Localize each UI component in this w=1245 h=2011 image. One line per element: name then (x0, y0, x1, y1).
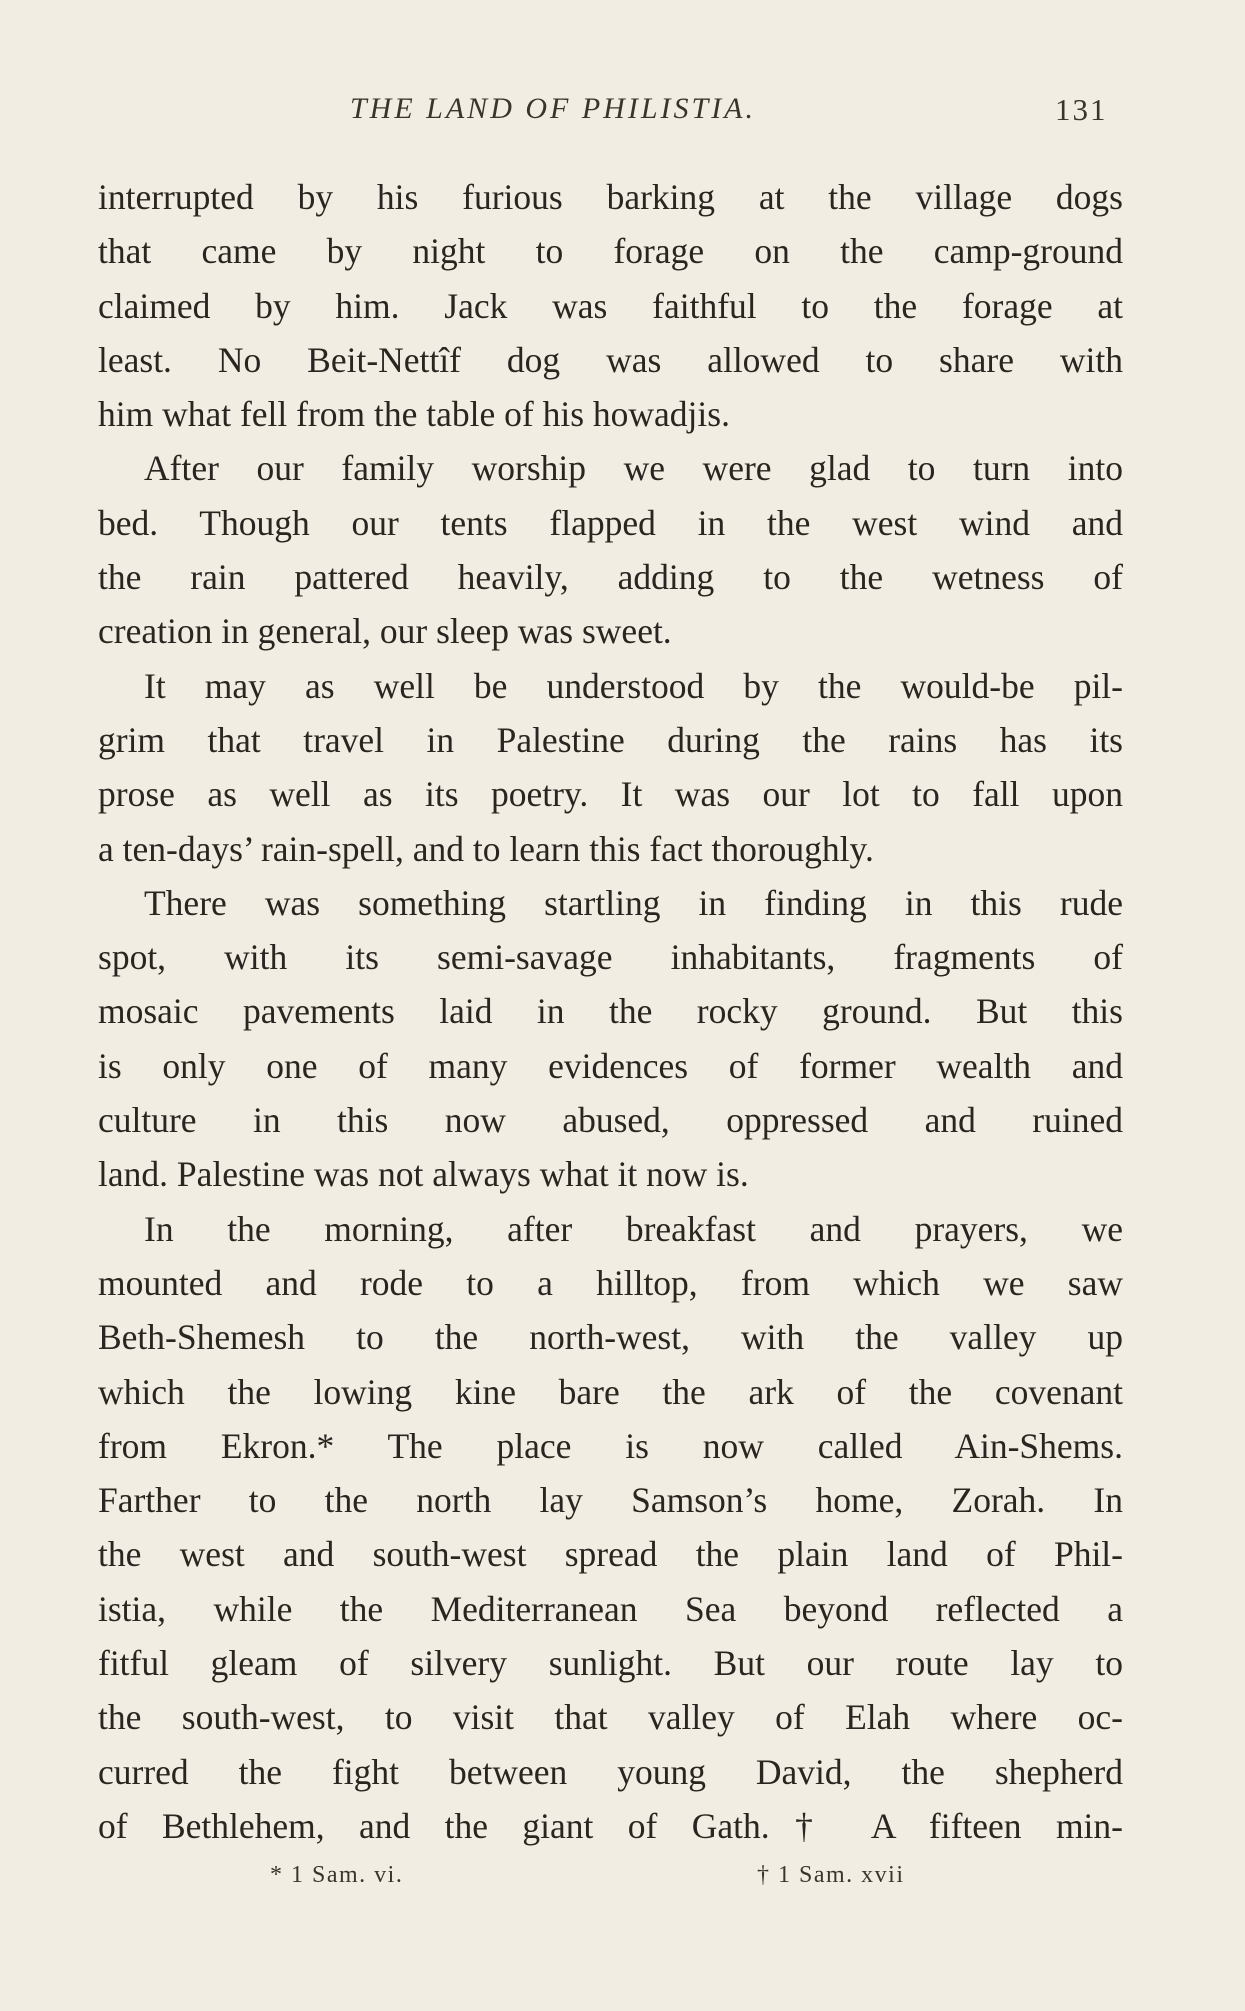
text-line: creation in general, our sleep was sweet. (98, 611, 672, 652)
text-line: istia, while the Mediterranean Sea beyond reflected a (98, 1588, 1123, 1629)
text-line: In the morning, after breakfast and prayers, we (144, 1208, 1123, 1249)
text-line: After our family worship we were glad to turn into (144, 448, 1123, 489)
text-line: claimed by him. Jack was faithful to the forage at (98, 285, 1123, 326)
text-line: grim that travel in Palestine during the rains has its (98, 719, 1123, 760)
running-title: THE LAND OF PHILISTIA. (350, 92, 757, 125)
text-line: of Bethlehem, and the giant of Gath.† A fifteen min- (98, 1805, 1123, 1846)
footnotes (0, 1862, 1245, 1902)
text-line: him what fell from the table of his howadjis. (98, 394, 730, 435)
text-line: the west and south-west spread the plain land of Phil- (98, 1534, 1123, 1575)
text-line: curred the fight between young David, the shepherd (98, 1751, 1123, 1792)
running-head (0, 92, 1245, 132)
text-line: the rain pattered heavily, adding to the wetness of (98, 557, 1123, 598)
text-line: least. No Beit-Nettîf dog was allowed to share with (98, 339, 1123, 380)
text-line: which the lowing kine bare the ark of the covenant (98, 1371, 1123, 1412)
text-line: mosaic pavements laid in the rocky ground. But this (98, 991, 1123, 1032)
text-line: Beth-Shemesh to the north-west, with the valley up (98, 1317, 1123, 1358)
text-line: bed. Though our tents flapped in the west wind and (98, 502, 1123, 543)
text-line: There was something startling in finding in this rude (144, 882, 1123, 923)
text-line: Farther to the north lay Samson’s home, Zorah. In (98, 1480, 1123, 1521)
text-line: that came by night to forage on the camp-ground (98, 231, 1123, 272)
text-line: mounted and rode to a hilltop, from which we saw (98, 1262, 1123, 1303)
text-line: interrupted by his furious barking at the village dogs (98, 177, 1123, 217)
text-line: land. Palestine was not always what it now is. (98, 1154, 749, 1195)
text-line: from Ekron.* The place is now called Ain-Shems. (98, 1425, 1123, 1466)
text-line: is only one of many evidences of former wealth and (98, 1045, 1123, 1086)
text-line: It may as well be understood by the would-be pil- (144, 665, 1123, 706)
text-line: culture in this now abused, oppressed and ruined (98, 1100, 1123, 1141)
text-line: spot, with its semi-savage inhabitants, fragments of (98, 937, 1123, 978)
text-line: fitful gleam of silvery sunlight. But our route lay to (98, 1643, 1123, 1684)
text-line: prose as well as its poetry. It was our lot to fall upon (98, 774, 1123, 815)
text-line: a ten-days’ rain-spell, and to learn this fact thoroughly. (98, 828, 874, 869)
footnote-1: * 1 Sam. vi. (270, 1862, 404, 1888)
page-number: 131 (1055, 92, 1108, 127)
text-line: the south-west, to visit that valley of Elah where oc- (98, 1697, 1123, 1738)
body-text (98, 170, 1123, 1853)
footnote-2: † 1 Sam. xvii (757, 1862, 905, 1888)
